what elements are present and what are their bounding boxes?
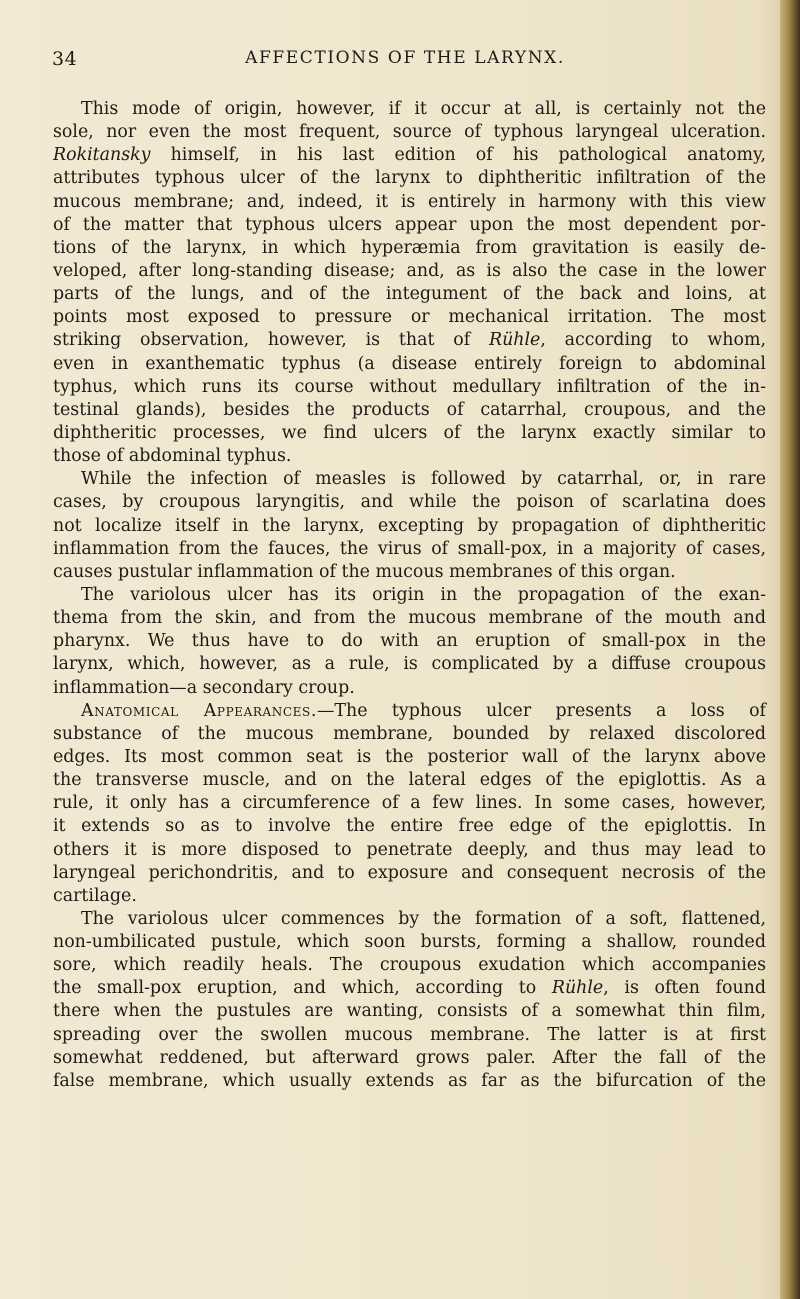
text-run: While the infection of measles is followed by catarrhal, or, in rare (81, 469, 766, 490)
text-line (53, 538, 766, 561)
text-line (53, 700, 766, 723)
text-run: thema from the skin, and from the mucous membrane of the mouth and (53, 608, 766, 629)
text-line (53, 1000, 766, 1023)
text-line (53, 422, 766, 445)
text-run: himself, in his last edition of his pathological anatomy, (150, 145, 766, 166)
text-run: causes pustular inflammation of the mucous membranes of this organ. (53, 561, 676, 582)
text-run: it extends so as to involve the entire free edge of the epiglottis. In (53, 816, 766, 837)
text-line (53, 1024, 766, 1047)
text-run: attributes typhous ulcer of the larynx to diphtheritic infiltration of the (53, 168, 766, 189)
text-run: typhus, which runs its course without medullary infiltration of the in- (53, 376, 766, 397)
text-run: mucous membrane; and, indeed, it is entirely in harmony with this view (53, 191, 766, 212)
text-run: even in exanthematic typhus (a disease entirely foreign to abdominal (53, 353, 766, 374)
text-line (53, 515, 766, 538)
text-line (53, 121, 766, 144)
italic-name: Rühle (488, 330, 541, 351)
text-run: The variolous ulcer has its origin in the propagation of the exan- (81, 584, 766, 605)
text-line (53, 1070, 766, 1093)
text-run: parts of the lungs, and of the integument of the back and loins, at (53, 284, 766, 305)
page-header (52, 48, 758, 78)
text-line (53, 977, 766, 1000)
text-line (53, 144, 766, 167)
text-run: of the matter that typhous ulcers appear upon the most dependent por- (53, 214, 766, 235)
text-run: rule, it only has a circumference of a few lines. In some cases, however, (53, 793, 766, 814)
text-line (53, 653, 766, 676)
text-run: sore, which readily heals. The croupous exudation which accompanies (53, 955, 766, 976)
text-line (53, 885, 766, 908)
text-run: , according to whom, (540, 330, 766, 351)
text-run: sole, nor even the most frequent, source of typhous laryngeal ulceration. (53, 122, 766, 143)
text-run: tions of the larynx, in which hyperæmia from gravitation is easily de- (53, 237, 766, 258)
text-line (53, 607, 766, 630)
text-line (53, 954, 766, 977)
text-line (53, 445, 766, 468)
text-run: cartilage. (53, 885, 137, 906)
text-run: This mode of origin, however, if it occur at all, is certainly not the (81, 99, 766, 119)
text-run: veloped, after long-standing disease; and, as is also the case in the lower (53, 260, 766, 281)
text-line (53, 630, 766, 653)
text-line (53, 561, 766, 584)
section-heading: Anatomical Appearances. (81, 700, 317, 721)
text-line (53, 214, 766, 237)
italic-name: Rühle (551, 978, 604, 999)
text-line (53, 283, 766, 306)
text-run: laryngeal perichondritis, and to exposure and consequent necrosis of the (53, 862, 766, 883)
text-run: non-umbilicated pustule, which soon bursts, forming a shallow, rounded (53, 932, 766, 953)
text-run: larynx, which, however, as a rule, is complicated by a diffuse croupous (53, 654, 766, 675)
text-line (53, 769, 766, 792)
text-line (53, 746, 766, 769)
text-run: —The typhous ulcer presents a loss of (317, 700, 766, 721)
text-run: striking observation, however, is that of (53, 330, 489, 351)
text-run: substance of the mucous membrane, bounded by relaxed discolored (53, 723, 766, 744)
text-line (53, 931, 766, 954)
page-edge (780, 0, 800, 1299)
page-number: 34 (52, 48, 78, 70)
text-line (53, 491, 766, 514)
text-line (53, 167, 766, 190)
text-line (53, 839, 766, 862)
text-run: others it is more disposed to penetrate deeply, and thus may lead to (53, 839, 766, 860)
text-line (53, 792, 766, 815)
text-run: testinal glands), besides the products of catarrhal, croupous, and the (53, 399, 766, 420)
text-line (53, 329, 766, 352)
text-run: somewhat reddened, but afterward grows paler. After the fall of the (53, 1047, 766, 1068)
text-line (53, 191, 766, 214)
text-run: inflammation—a secondary croup. (53, 677, 355, 698)
text-line (53, 584, 766, 607)
text-run: not localize itself in the larynx, excepting by propagation of diphtheritic (53, 515, 766, 536)
text-run: The variolous ulcer commences by the formation of a soft, flattened, (81, 908, 766, 929)
text-line (53, 353, 766, 376)
text-line (53, 237, 766, 260)
italic-name: Rokitansky (53, 145, 151, 166)
text-line (53, 399, 766, 422)
text-run: points most exposed to pressure or mechanical irritation. The most (53, 307, 766, 328)
text-line (53, 306, 766, 329)
text-line (53, 908, 766, 931)
text-run: diphtheritic processes, we find ulcers of the larynx exactly similar to (53, 422, 766, 443)
text-line (53, 1047, 766, 1070)
text-run: the small-pox eruption, and which, according to (53, 978, 552, 999)
text-run: , is often found (603, 978, 766, 999)
text-run: pharynx. We thus have to do with an eruption of small-pox in the (53, 631, 766, 652)
text-line (53, 723, 766, 746)
text-run: cases, by croupous laryngitis, and while the poison of scarlatina does (53, 492, 766, 513)
text-run: inflammation from the fauces, the virus of small-pox, in a majority of cases, (53, 538, 766, 559)
body-text (53, 98, 766, 1093)
text-run: those of abdominal typhus. (53, 446, 292, 467)
text-line (53, 862, 766, 885)
running-title: AFFECTIONS OF THE LARYNX. (245, 48, 565, 68)
text-run: spreading over the swollen mucous membrane. The latter is at first (53, 1024, 766, 1045)
text-run: there when the pustules are wanting, consists of a somewhat thin film, (53, 1001, 766, 1022)
text-run: the transverse muscle, and on the lateral edges of the epiglottis. As a (53, 770, 766, 791)
text-line (53, 376, 766, 399)
text-line (53, 677, 766, 700)
text-run: edges. Its most common seat is the posterior wall of the larynx above (53, 746, 766, 767)
text-line (53, 260, 766, 283)
text-run: false membrane, which usually extends as far as the bifurcation of the (53, 1070, 766, 1091)
text-line (53, 98, 766, 121)
text-line (53, 815, 766, 838)
text-line (53, 468, 766, 491)
